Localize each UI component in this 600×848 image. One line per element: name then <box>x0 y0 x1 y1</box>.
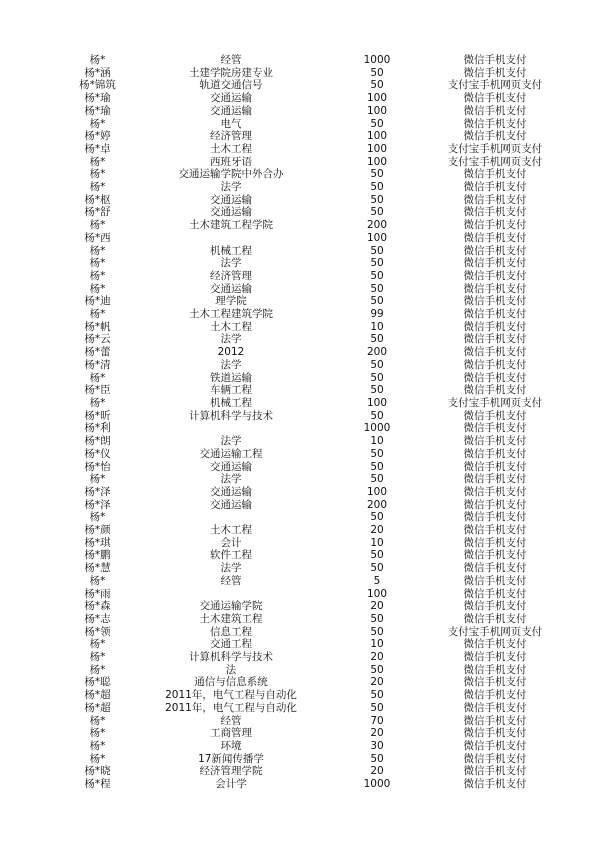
donation-amount: 20 <box>370 524 384 537</box>
payment-method: 微信手机支付 <box>463 181 527 194</box>
table-row <box>60 397 563 410</box>
donation-table <box>60 54 563 791</box>
table-row <box>60 54 563 67</box>
payment-method: 微信手机支付 <box>463 638 527 651</box>
payment-method: 微信手机支付 <box>463 574 527 587</box>
table-row <box>60 333 563 346</box>
donor-major: 土木工程 <box>210 142 252 155</box>
table-row <box>60 753 563 766</box>
payment-method: 微信手机支付 <box>463 333 527 346</box>
donor-major: 土木建筑工程 <box>199 612 263 625</box>
donor-name: 杨*超 <box>84 689 111 702</box>
donation-amount: 50 <box>370 562 384 575</box>
donation-amount: 50 <box>370 612 384 625</box>
payment-method: 微信手机支付 <box>463 651 527 664</box>
donation-amount: 1000 <box>363 778 391 791</box>
donor-major: 经管 <box>220 714 242 727</box>
donor-name: 杨* <box>89 168 106 181</box>
table-row <box>60 321 563 334</box>
donor-name: 杨*臣 <box>84 384 111 397</box>
donation-amount: 10 <box>370 638 384 651</box>
table-row <box>60 600 563 613</box>
table-row <box>60 257 563 270</box>
donor-major: 交通运输工程 <box>199 447 263 460</box>
donor-major: 法 <box>225 663 237 676</box>
payment-method: 微信手机支付 <box>463 663 527 676</box>
table-row <box>60 346 563 359</box>
payment-method: 微信手机支付 <box>463 587 527 600</box>
donation-amount: 200 <box>366 498 388 511</box>
donor-name: 杨* <box>89 371 106 384</box>
donation-amount: 50 <box>370 79 384 92</box>
payment-method: 微信手机支付 <box>463 473 527 486</box>
donor-major: 交通工程 <box>210 638 252 651</box>
donor-major: 铁道运输 <box>210 371 252 384</box>
donation-amount: 20 <box>370 727 384 740</box>
donation-amount: 50 <box>370 269 384 282</box>
donor-name: 杨* <box>89 396 106 409</box>
table-row <box>60 270 563 283</box>
donation-amount: 50 <box>370 409 384 422</box>
donation-amount: 100 <box>366 142 388 155</box>
table-row <box>60 245 563 258</box>
donor-major: 2011年，电气工程与自动化 <box>165 689 297 702</box>
donor-major: 软件工程 <box>210 549 252 562</box>
donor-name: 杨*昕 <box>84 409 111 422</box>
donor-name: 杨*领 <box>84 625 111 638</box>
table-row <box>60 283 563 296</box>
table-row <box>60 143 563 156</box>
donor-name: 杨* <box>89 117 106 130</box>
table-row <box>60 79 563 92</box>
donor-major: 法学 <box>220 435 242 448</box>
payment-method: 微信手机支付 <box>463 66 527 79</box>
donation-amount: 200 <box>366 219 388 232</box>
donor-major: 交通运输 <box>210 282 252 295</box>
table-row <box>60 511 563 524</box>
table-row <box>60 359 563 372</box>
donor-name: 杨* <box>89 714 106 727</box>
payment-method: 微信手机支付 <box>463 269 527 282</box>
table-row <box>60 651 563 664</box>
donation-amount: 1000 <box>363 422 391 435</box>
payment-method: 微信手机支付 <box>463 524 527 537</box>
donation-amount: 50 <box>370 333 384 346</box>
payment-method: 微信手机支付 <box>463 384 527 397</box>
table-row <box>60 740 563 753</box>
donor-name: 杨*仪 <box>84 447 111 460</box>
payment-method: 微信手机支付 <box>463 549 527 562</box>
table-row <box>60 435 563 448</box>
payment-method: 微信手机支付 <box>463 244 527 257</box>
table-row <box>60 92 563 105</box>
donor-major: 交通运输 <box>210 460 252 473</box>
payment-method: 微信手机支付 <box>463 727 527 740</box>
payment-method: 微信手机支付 <box>463 600 527 613</box>
donation-amount: 100 <box>366 485 388 498</box>
donation-amount: 5 <box>373 574 381 587</box>
donor-major: 法学 <box>220 181 242 194</box>
payment-method: 微信手机支付 <box>463 54 527 66</box>
donor-name: 杨*西 <box>84 231 111 244</box>
payment-method: 微信手机支付 <box>463 536 527 549</box>
donor-name: 杨*志 <box>84 612 111 625</box>
payment-method: 微信手机支付 <box>463 765 527 778</box>
donor-name: 杨*枢 <box>84 193 111 206</box>
payment-method: 微信手机支付 <box>463 460 527 473</box>
payment-method: 微信手机支付 <box>463 752 527 765</box>
table-row <box>60 168 563 181</box>
donor-major: 交通运输 <box>210 206 252 219</box>
table-row <box>60 549 563 562</box>
payment-method: 微信手机支付 <box>463 168 527 181</box>
donor-major: 法学 <box>220 333 242 346</box>
donor-name: 杨* <box>89 638 106 651</box>
payment-method: 微信手机支付 <box>463 308 527 321</box>
table-row <box>60 588 563 601</box>
payment-method: 微信手机支付 <box>463 676 527 689</box>
donor-major: 法学 <box>220 358 242 371</box>
donor-major <box>135 422 327 435</box>
donor-major: 土木建筑工程学院 <box>189 219 273 232</box>
payment-method: 微信手机支付 <box>463 295 527 308</box>
table-row <box>60 562 563 575</box>
donation-amount: 50 <box>370 206 384 219</box>
donor-name: 杨*婷 <box>84 130 111 143</box>
table-row <box>60 156 563 169</box>
payment-method: 支付宝手机网页支付 <box>447 142 543 155</box>
donor-major: 经济管理学院 <box>199 765 263 778</box>
payment-method: 微信手机支付 <box>463 257 527 270</box>
donor-major: 轨道交通信号 <box>199 79 263 92</box>
table-row <box>60 194 563 207</box>
payment-method: 微信手机支付 <box>463 346 527 359</box>
donor-name: 杨* <box>89 219 106 232</box>
donation-amount: 50 <box>370 701 384 714</box>
donation-amount: 100 <box>366 587 388 600</box>
donor-name: 杨*森 <box>84 600 111 613</box>
donation-amount: 50 <box>370 66 384 79</box>
donor-major: 计算机科学与技术 <box>189 409 273 422</box>
donor-name: 杨*晓 <box>84 765 111 778</box>
payment-method: 微信手机支付 <box>463 435 527 448</box>
payment-method: 支付宝手机网页支付 <box>447 155 543 168</box>
donor-name: 杨*泽 <box>84 498 111 511</box>
donor-name: 杨*慧 <box>84 562 111 575</box>
donation-amount: 50 <box>370 384 384 397</box>
donation-amount: 50 <box>370 447 384 460</box>
table-row <box>60 461 563 474</box>
donor-name: 杨* <box>89 574 106 587</box>
donation-amount: 20 <box>370 600 384 613</box>
donor-major: 交通运输学院中外合办 <box>178 168 284 181</box>
donor-major: 法学 <box>220 473 242 486</box>
donor-name: 杨* <box>89 739 106 752</box>
donor-major: 经管 <box>220 574 242 587</box>
payment-method: 微信手机支付 <box>463 511 527 524</box>
donor-major: 会计学 <box>215 778 247 791</box>
donor-name: 杨*朗 <box>84 435 111 448</box>
payment-method: 微信手机支付 <box>463 498 527 511</box>
table-row <box>60 130 563 143</box>
donor-name: 杨* <box>89 282 106 295</box>
donor-name: 杨* <box>89 181 106 194</box>
payment-method: 微信手机支付 <box>463 714 527 727</box>
donation-amount: 50 <box>370 511 384 524</box>
payment-method: 微信手机支付 <box>463 320 527 333</box>
donor-name: 杨*清 <box>84 358 111 371</box>
donor-major: 西班牙语 <box>210 155 252 168</box>
donor-major: 交通运输 <box>210 104 252 117</box>
donor-major: 通信与信息系统 <box>194 676 268 689</box>
donation-amount: 50 <box>370 181 384 194</box>
table-row <box>60 499 563 512</box>
donor-name: 杨* <box>89 511 106 524</box>
donor-major: 交通运输学院 <box>199 600 263 613</box>
donor-name: 杨* <box>89 244 106 257</box>
donation-amount: 100 <box>366 396 388 409</box>
donor-major: 土建学院房建专业 <box>189 66 273 79</box>
donation-amount: 100 <box>366 155 388 168</box>
donor-name: 杨*卓 <box>84 142 111 155</box>
donor-major <box>135 232 327 245</box>
donation-amount: 100 <box>366 92 388 105</box>
donation-amount: 1000 <box>363 54 391 66</box>
payment-method: 微信手机支付 <box>463 219 527 232</box>
donation-amount: 100 <box>366 130 388 143</box>
payment-method: 微信手机支付 <box>463 117 527 130</box>
payment-method: 微信手机支付 <box>463 422 527 435</box>
donor-name: 杨*怡 <box>84 460 111 473</box>
donor-name: 杨*锦筑 <box>79 79 116 92</box>
payment-method: 支付宝手机网页支付 <box>447 625 543 638</box>
donor-major: 交通运输 <box>210 485 252 498</box>
donation-amount: 100 <box>366 231 388 244</box>
donation-amount: 20 <box>370 676 384 689</box>
donor-name: 杨*迪 <box>84 295 111 308</box>
table-row <box>60 295 563 308</box>
donation-amount: 50 <box>370 473 384 486</box>
payment-method: 微信手机支付 <box>463 739 527 752</box>
table-row <box>60 372 563 385</box>
donor-name: 杨* <box>89 752 106 765</box>
donor-major: 交通运输 <box>210 92 252 105</box>
donor-major: 经济管理 <box>210 130 252 143</box>
payment-method: 微信手机支付 <box>463 485 527 498</box>
payment-method: 支付宝手机网页支付 <box>447 396 543 409</box>
donor-name: 杨*蕾 <box>84 346 111 359</box>
donation-amount: 50 <box>370 752 384 765</box>
donor-major: 信息工程 <box>210 625 252 638</box>
donor-major: 2011年，电气工程与自动化 <box>165 701 297 714</box>
donor-name: 杨* <box>89 257 106 270</box>
donation-amount: 10 <box>370 320 384 333</box>
table-row <box>60 384 563 397</box>
donation-amount: 10 <box>370 435 384 448</box>
donor-major: 法学 <box>220 257 242 270</box>
donation-amount: 50 <box>370 244 384 257</box>
donor-name: 杨* <box>89 727 106 740</box>
donation-table-body <box>60 54 563 791</box>
donor-major: 土木工程建筑学院 <box>189 308 273 321</box>
payment-method: 微信手机支付 <box>463 371 527 384</box>
donor-name: 杨*聪 <box>84 676 111 689</box>
payment-method: 微信手机支付 <box>463 104 527 117</box>
donor-major: 交通运输 <box>210 193 252 206</box>
table-row <box>60 537 563 550</box>
table-row <box>60 575 563 588</box>
donor-name: 杨* <box>89 308 106 321</box>
payment-method: 微信手机支付 <box>463 689 527 702</box>
donation-amount: 50 <box>370 295 384 308</box>
table-row <box>60 664 563 677</box>
donation-amount: 20 <box>370 651 384 664</box>
donor-major <box>135 511 327 524</box>
donor-major: 机械工程 <box>210 396 252 409</box>
table-row <box>60 689 563 702</box>
table-row <box>60 676 563 689</box>
donor-name: 杨*泽 <box>84 485 111 498</box>
donation-amount: 50 <box>370 460 384 473</box>
table-row <box>60 232 563 245</box>
table-row <box>60 613 563 626</box>
donor-major: 17新闻传播学 <box>198 752 264 765</box>
payment-method: 微信手机支付 <box>463 409 527 422</box>
table-row <box>60 638 563 651</box>
donation-amount: 50 <box>370 193 384 206</box>
table-row <box>60 67 563 80</box>
table-row <box>60 422 563 435</box>
donor-name: 杨* <box>89 54 106 66</box>
donor-major <box>135 588 327 601</box>
donor-major: 理学院 <box>215 295 247 308</box>
donation-amount: 70 <box>370 714 384 727</box>
table-row <box>60 105 563 118</box>
donor-major: 土木工程 <box>210 320 252 333</box>
table-row <box>60 765 563 778</box>
table-row <box>60 727 563 740</box>
table-row <box>60 626 563 639</box>
donor-name: 杨* <box>89 155 106 168</box>
payment-method: 微信手机支付 <box>463 206 527 219</box>
payment-method: 微信手机支付 <box>463 92 527 105</box>
donation-amount: 50 <box>370 549 384 562</box>
donor-major: 工商管理 <box>210 727 252 740</box>
donation-amount: 50 <box>370 358 384 371</box>
payment-method: 微信手机支付 <box>463 282 527 295</box>
donation-amount: 50 <box>370 371 384 384</box>
payment-method: 微信手机支付 <box>463 447 527 460</box>
donor-name: 杨*利 <box>84 422 111 435</box>
donor-name: 杨*瑜 <box>84 92 111 105</box>
table-row <box>60 410 563 423</box>
donation-amount: 50 <box>370 625 384 638</box>
donation-amount: 50 <box>370 282 384 295</box>
donor-major: 交通运输 <box>210 498 252 511</box>
payment-method: 微信手机支付 <box>463 231 527 244</box>
donor-major: 2012 <box>217 346 245 359</box>
payment-method: 微信手机支付 <box>463 358 527 371</box>
table-row <box>60 118 563 131</box>
donor-name: 杨*涵 <box>84 66 111 79</box>
table-row <box>60 206 563 219</box>
donor-major: 车辆工程 <box>210 384 252 397</box>
table-row <box>60 715 563 728</box>
donor-name: 杨*程 <box>84 778 111 791</box>
table-row <box>60 308 563 321</box>
donor-name: 杨*雨 <box>84 587 111 600</box>
donation-amount: 200 <box>366 346 388 359</box>
table-row <box>60 448 563 461</box>
donation-amount: 99 <box>370 308 384 321</box>
table-row <box>60 778 563 791</box>
donor-name: 杨*舒 <box>84 206 111 219</box>
payment-method: 微信手机支付 <box>463 778 527 791</box>
donation-amount: 100 <box>366 104 388 117</box>
donor-name: 杨*云 <box>84 333 111 346</box>
donor-major: 会计 <box>220 536 242 549</box>
donor-major: 法学 <box>220 562 242 575</box>
payment-method: 微信手机支付 <box>463 562 527 575</box>
payment-method: 微信手机支付 <box>463 612 527 625</box>
donor-major: 电气 <box>220 117 242 130</box>
payment-method: 微信手机支付 <box>463 193 527 206</box>
donation-amount: 50 <box>370 117 384 130</box>
donor-name: 杨*瑜 <box>84 104 111 117</box>
donation-amount: 30 <box>370 739 384 752</box>
table-row <box>60 524 563 537</box>
table-row <box>60 219 563 232</box>
donor-major: 机械工程 <box>210 244 252 257</box>
payment-method: 微信手机支付 <box>463 701 527 714</box>
donation-amount: 10 <box>370 536 384 549</box>
donor-name: 杨*鹏 <box>84 549 111 562</box>
donor-name: 杨* <box>89 473 106 486</box>
donor-name: 杨* <box>89 663 106 676</box>
table-row <box>60 486 563 499</box>
donor-major: 经管 <box>220 54 242 66</box>
donor-major: 计算机科学与技术 <box>189 651 273 664</box>
donor-name: 杨*琪 <box>84 536 111 549</box>
donation-amount: 50 <box>370 663 384 676</box>
donor-name: 杨* <box>89 269 106 282</box>
donation-amount: 50 <box>370 689 384 702</box>
donor-name: 杨* <box>89 651 106 664</box>
donor-major: 经济管理 <box>210 269 252 282</box>
table-row <box>60 702 563 715</box>
donor-major: 土木工程 <box>210 524 252 537</box>
donor-name: 杨*颜 <box>84 524 111 537</box>
donor-major: 环境 <box>220 739 242 752</box>
payment-method: 微信手机支付 <box>463 130 527 143</box>
table-row <box>60 181 563 194</box>
donation-amount: 50 <box>370 257 384 270</box>
donation-amount: 20 <box>370 765 384 778</box>
donation-amount: 50 <box>370 168 384 181</box>
donor-name: 杨*超 <box>84 701 111 714</box>
payment-method: 支付宝手机网页支付 <box>447 79 543 92</box>
table-row <box>60 473 563 486</box>
donor-name: 杨*帆 <box>84 320 111 333</box>
